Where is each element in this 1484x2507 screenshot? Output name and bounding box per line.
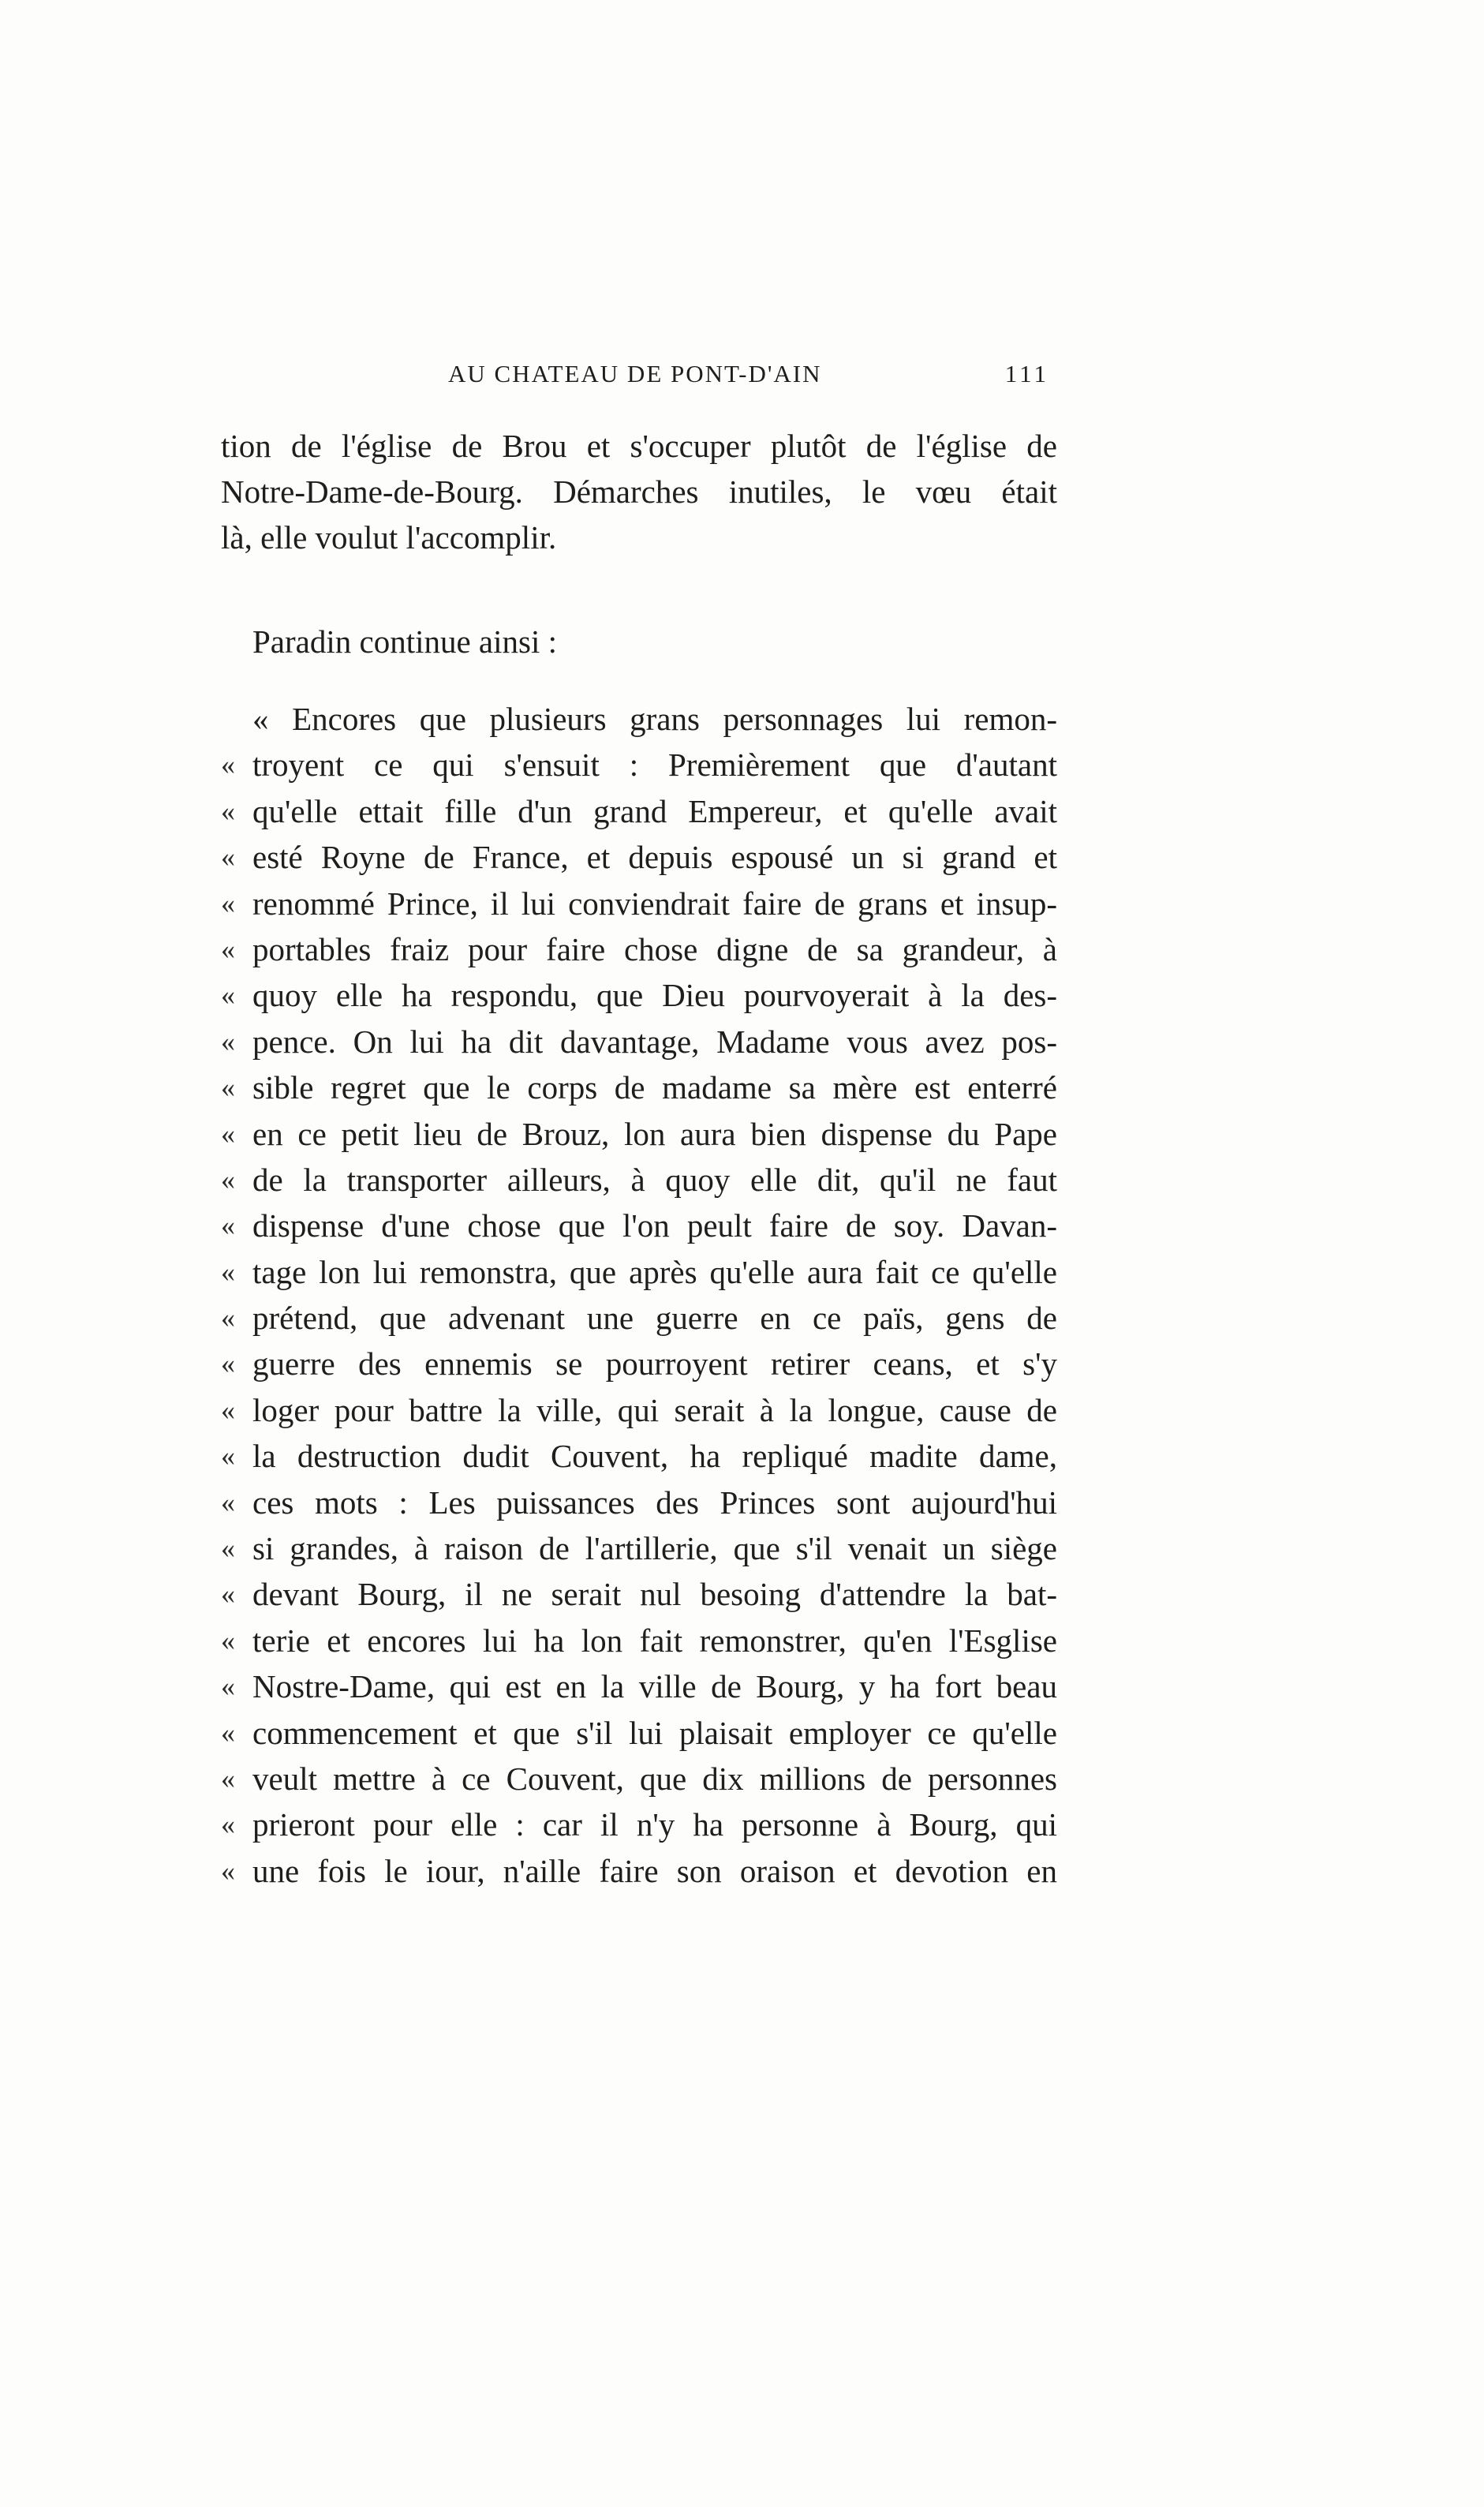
quote-line-text: prieront pour elle : car il n'y ha personne à Bourg, qui bbox=[252, 1806, 1057, 1843]
quote-line-text: dispense d'une chose que l'on peult faire de soy. Davan- bbox=[252, 1207, 1057, 1244]
quote-line bbox=[221, 788, 1057, 834]
quote-line-text: si grandes, à raison de l'artillerie, que s'il venait un siège bbox=[252, 1530, 1057, 1567]
quote-line bbox=[221, 1295, 1057, 1341]
quote-line bbox=[221, 1618, 1057, 1663]
quote-mark: « bbox=[221, 1578, 235, 1611]
quote-mark: « bbox=[221, 1072, 235, 1104]
continuation-paragraph bbox=[221, 423, 1057, 560]
quote-mark: « bbox=[221, 1486, 235, 1518]
quote-line-text: en ce petit lieu de Brouz, lon aura bien dispense du Pape bbox=[252, 1115, 1057, 1152]
quote-mark: « bbox=[221, 1716, 235, 1749]
quote-line-text: pence. On lui ha dit davantage, Madame vous avez pos- bbox=[252, 1023, 1057, 1060]
quote-line-text: terie et encores lui ha lon fait remonstrer, qu'en l'Esglise bbox=[252, 1622, 1057, 1659]
quote-line bbox=[221, 1663, 1057, 1709]
quote-mark: « bbox=[221, 1671, 235, 1703]
quote-line bbox=[221, 1387, 1057, 1433]
quote-line-text: une fois le iour, n'aille faire son oraison et devotion en bbox=[252, 1852, 1057, 1889]
quote-line bbox=[221, 881, 1057, 926]
quote-line bbox=[221, 1111, 1057, 1157]
intro-paragraph bbox=[221, 619, 1057, 664]
quote-line-text: « Encores que plusieurs grans personnages lui remon- bbox=[252, 701, 1057, 737]
quote-mark: « bbox=[221, 1624, 235, 1656]
quote-mark: « bbox=[221, 1163, 235, 1196]
quote-line-text: guerre des ennemis se pourroyent retirer ceans, et s'y bbox=[252, 1345, 1057, 1383]
quote-mark: « bbox=[221, 979, 235, 1012]
quote-line bbox=[221, 972, 1057, 1018]
page-number: 111 bbox=[1004, 360, 1049, 387]
text-line: Notre-Dame-de-Bourg. Démarches inutiles, le vœu était bbox=[221, 473, 1057, 510]
quote-line-text: la destruction dudit Couvent, ha repliqué madite dame, bbox=[252, 1438, 1057, 1475]
running-header bbox=[221, 360, 1057, 407]
quote-line-text: sible regret que le corps de madame sa mère est enterré bbox=[252, 1069, 1057, 1106]
quotation-block bbox=[221, 696, 1057, 1894]
quote-line-text: renommé Prince, il lui conviendrait faire de grans et insup- bbox=[252, 885, 1057, 922]
text-line: Paradin continue ainsi : bbox=[252, 623, 557, 660]
text-line: là, elle voulut l'accomplir. bbox=[221, 519, 557, 556]
quote-mark: « bbox=[221, 1394, 235, 1426]
quote-line bbox=[221, 1480, 1057, 1525]
quote-line bbox=[221, 1756, 1057, 1802]
quote-line bbox=[221, 1203, 1057, 1248]
quote-line bbox=[221, 1848, 1057, 1894]
quote-line bbox=[221, 1571, 1057, 1617]
quote-line bbox=[221, 1525, 1057, 1571]
quote-line-text: ces mots : Les puissances des Princes sont aujourd'hui bbox=[252, 1484, 1057, 1521]
quote-mark: « bbox=[221, 1440, 235, 1472]
quote-mark: « bbox=[221, 1762, 235, 1794]
quote-line-text: commencement et que s'il lui plaisait employer ce qu'elle bbox=[252, 1714, 1057, 1751]
text-line: tion de l'église de Brou et s'occuper plutôt de l'église de bbox=[221, 428, 1057, 464]
quote-line bbox=[221, 1710, 1057, 1756]
quote-line-text: portables fraiz pour faire chose digne de sa grandeur, à bbox=[252, 930, 1057, 967]
quote-mark: « bbox=[221, 1348, 235, 1380]
quote-line-text: loger pour battre la ville, qui serait à la longue, cause de bbox=[252, 1391, 1057, 1428]
running-title: AU CHATEAU DE PONT-D'AIN bbox=[448, 360, 822, 387]
quote-mark: « bbox=[221, 1025, 235, 1057]
quote-line bbox=[221, 1019, 1057, 1065]
quote-line bbox=[221, 1249, 1057, 1295]
quote-line bbox=[221, 1433, 1057, 1479]
quote-mark: « bbox=[221, 1854, 235, 1887]
quote-line bbox=[221, 742, 1057, 788]
quote-line-text: quoy elle ha respondu, que Dieu pourvoyerait à la des- bbox=[252, 977, 1057, 1014]
quote-line bbox=[221, 834, 1057, 880]
quote-line bbox=[221, 926, 1057, 972]
quote-line-text: devant Bourg, il ne serait nul besoing d'attendre la bat- bbox=[252, 1576, 1057, 1613]
quote-mark: « bbox=[221, 795, 235, 827]
quote-mark: « bbox=[221, 1809, 235, 1841]
quote-mark: « bbox=[221, 1302, 235, 1334]
quote-mark: « bbox=[221, 749, 235, 781]
quote-line bbox=[221, 1802, 1057, 1847]
quote-mark: « bbox=[221, 887, 235, 919]
quote-line-text: de la transporter ailleurs, à quoy elle dit, qu'il ne faut bbox=[252, 1161, 1057, 1198]
quote-line bbox=[221, 1341, 1057, 1386]
quote-line bbox=[221, 1065, 1057, 1110]
quote-mark: « bbox=[221, 841, 235, 874]
quote-mark: « bbox=[221, 1255, 235, 1288]
quote-line bbox=[221, 1157, 1057, 1203]
quote-line bbox=[221, 696, 1057, 742]
quote-line-text: Nostre-Dame, qui est en la ville de Bourg, y ha fort beau bbox=[252, 1668, 1057, 1705]
quote-line-text: esté Royne de France, et depuis espousé un si grand et bbox=[252, 839, 1057, 876]
quote-line-text: troyent ce qui s'ensuit : Premièrement que d'autant bbox=[252, 746, 1057, 784]
quote-mark: « bbox=[221, 1210, 235, 1242]
quote-line-text: qu'elle ettait fille d'un grand Empereur, et qu'elle avait bbox=[252, 792, 1057, 829]
quote-mark: « bbox=[221, 1532, 235, 1565]
quote-line-text: prétend, que advenant une guerre en ce païs, gens de bbox=[252, 1300, 1057, 1337]
quote-mark: « bbox=[221, 1117, 235, 1150]
quote-line-text: tage lon lui remonstra, que après qu'elle aura fait ce qu'elle bbox=[252, 1253, 1057, 1290]
quote-line-text: veult mettre à ce Couvent, que dix millions de personnes bbox=[252, 1760, 1057, 1797]
quote-mark: « bbox=[221, 933, 235, 965]
